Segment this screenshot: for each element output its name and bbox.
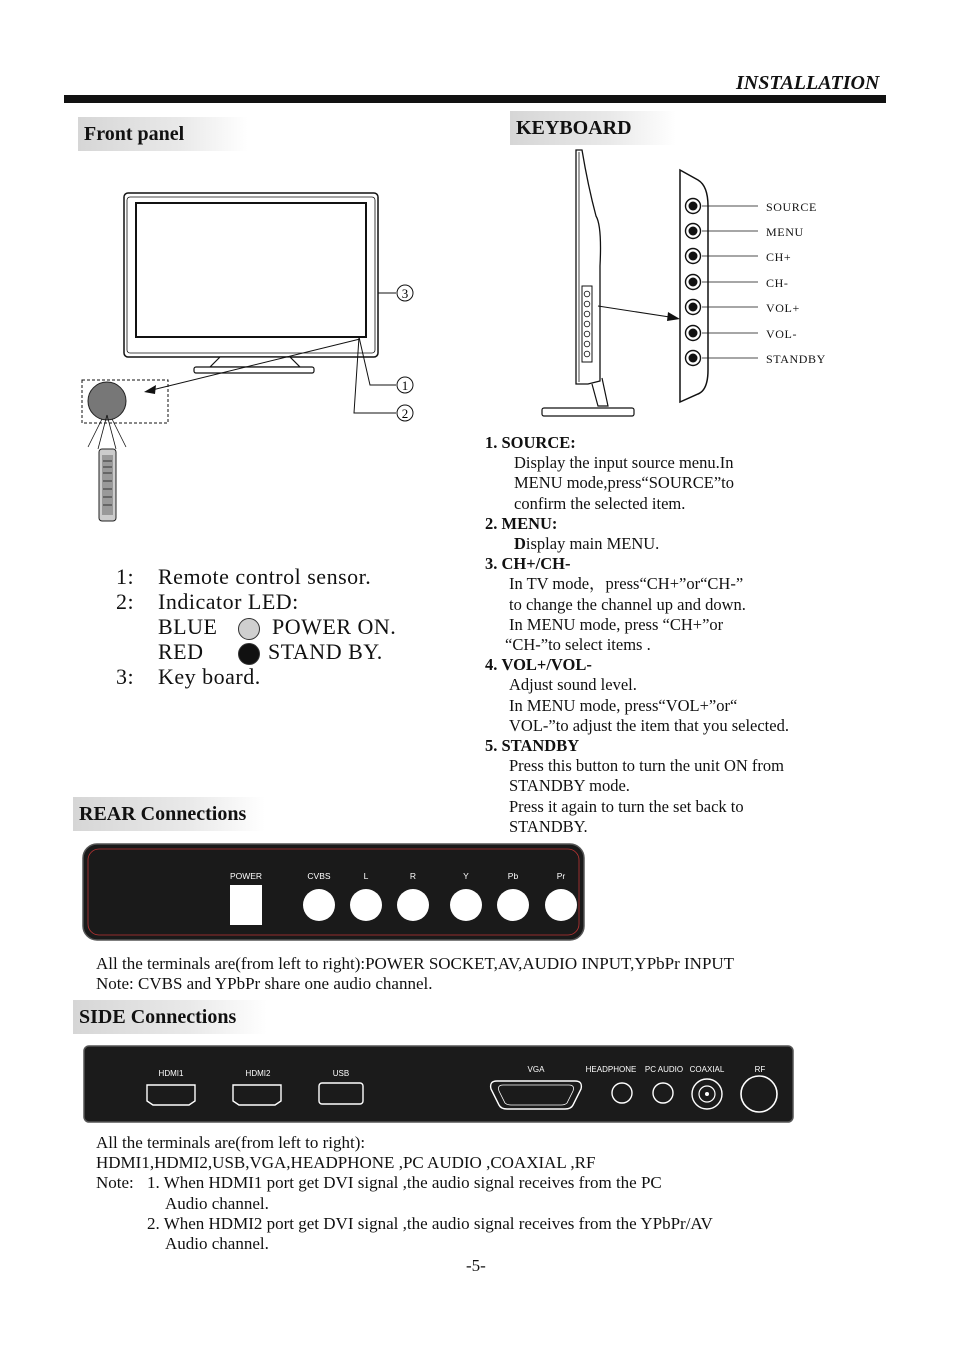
key-label-source: SOURCE	[766, 200, 817, 214]
kb-item-5-name: STANDBY	[501, 736, 580, 756]
legend-item-3	[116, 664, 261, 690]
rear-label-pr: Pr	[556, 871, 566, 881]
legend-blue-state: POWER ON.	[272, 614, 397, 639]
rear-label-y: Y	[463, 871, 469, 881]
keyboard-descriptions	[485, 433, 885, 837]
side-label-rf: RF	[754, 1065, 766, 1074]
kb-item-5-num: 5.	[485, 736, 498, 756]
kb-item-1-line-3: confirm the selected item.	[514, 493, 686, 513]
legend-red-row	[158, 639, 383, 665]
front-panel-diagram	[70, 185, 430, 530]
side-label-headphone: HEADPHONE	[585, 1065, 637, 1074]
tv-screen	[136, 203, 366, 337]
legend-item-3-text: Key board.	[158, 664, 261, 689]
y-jack	[450, 889, 482, 921]
tv-side-stand	[542, 408, 634, 416]
callout-1-num: 1	[401, 378, 409, 393]
rear-label-power: POWER	[229, 871, 263, 881]
kb-item-4-line-1: Adjust sound level.	[509, 675, 637, 695]
kb-item-1-line-2: MENU mode,press“SOURCE”to	[514, 473, 734, 493]
tv-stand	[194, 367, 314, 373]
kb-item-5-line-3: Press it again to turn the set back to	[509, 796, 744, 816]
legend-item-1	[116, 564, 371, 590]
kb-item-3-name: CH+/CH-	[501, 554, 571, 574]
kb-item-2-rest: isplay main MENU.	[525, 534, 660, 554]
header-rule	[64, 95, 886, 103]
kb-item-5-line-1: Press this button to turn the unit ON from	[509, 756, 784, 776]
kb-item-1-num: 1.	[485, 433, 498, 452]
kb-item-3-line-2: to change the channel up and down.	[509, 594, 746, 614]
kb-item-2	[485, 514, 885, 534]
callout-3-num: 3	[401, 286, 409, 301]
page-number: -5-	[466, 1256, 486, 1275]
rear-panel-diagram	[82, 843, 586, 943]
rear-label-r: R	[409, 871, 417, 881]
side-connections-heading: SIDE Connections	[73, 1000, 267, 1034]
pb-jack	[497, 889, 529, 921]
kb-item-1-name: SOURCE:	[501, 433, 576, 452]
kb-item-4-num: 4.	[485, 655, 498, 675]
side-label-hdmi1: HDMI1	[158, 1069, 184, 1078]
kb-item-5-line-2: STANDBY mode.	[509, 776, 630, 796]
legend-red-state: STAND BY.	[268, 639, 383, 664]
kb-item-4-line-2: In MENU mode, press“VOL+”or“	[509, 695, 738, 715]
kb-item-2-lead: D	[514, 534, 526, 554]
side-note-2a: 2. When HDMI2 port get DVI signal ,the audio signal receives from the YPbPr/AV	[147, 1214, 713, 1233]
kb-item-4	[485, 655, 885, 675]
side-panel	[84, 1046, 793, 1122]
kb-item-4-line-3: VOL-”to adjust the item that you selected.	[509, 715, 789, 735]
legend-blue-row	[158, 614, 396, 640]
remote-sensor	[88, 382, 126, 420]
side-label-coaxial: COAXIAL	[689, 1065, 725, 1074]
kb-item-1	[485, 433, 885, 453]
kb-item-2-num: 2.	[485, 513, 498, 533]
key-label-chminus: CH-	[766, 276, 789, 290]
kb-item-3-line-3: In MENU mode, press “CH+”or	[509, 614, 724, 634]
key-label-volminus: VOL-	[766, 327, 798, 341]
legend-item-2-text: Indicator LED:	[158, 589, 299, 614]
legend-item-3-num: 3:	[116, 664, 135, 689]
pr-jack	[545, 889, 577, 921]
side-note-1b: Audio channel.	[165, 1194, 269, 1213]
side-label-hdmi2: HDMI2	[245, 1069, 271, 1078]
side-note-1a: 1. When HDMI1 port get DVI signal ,the audio signal receives from the PC	[147, 1173, 662, 1192]
front-panel-heading: Front panel	[78, 117, 248, 151]
legend-item-2	[116, 589, 299, 615]
side-desc-2: HDMI1,HDMI2,USB,VGA,HEADPHONE ,PC AUDIO ,COAXIAL ,RF	[96, 1153, 596, 1172]
rear-label-l: L	[363, 871, 369, 881]
legend-blue-label: BLUE	[158, 614, 218, 639]
kb-item-2-line-1	[485, 534, 885, 554]
side-label-vga: VGA	[527, 1065, 545, 1074]
legend-red-label: RED	[158, 639, 204, 664]
side-label-usb: USB	[332, 1069, 350, 1078]
side-note-2b: Audio channel.	[165, 1234, 269, 1253]
rear-desc-2: Note: CVBS and YPbPr share one audio channel.	[96, 974, 433, 993]
rear-label-pb: Pb	[507, 871, 519, 881]
side-panel-diagram	[83, 1045, 795, 1125]
kb-item-1-line-1: Display the input source menu.In	[514, 453, 734, 473]
kb-item-3-line-4: “CH-”to select items .	[505, 635, 651, 655]
kb-item-4-name: VOL+/VOL-	[501, 655, 592, 675]
key-label-volplus: VOL+	[766, 301, 800, 315]
cvbs-jack	[303, 889, 335, 921]
key-label-chplus: CH+	[766, 250, 792, 264]
page-header-title: INSTALLATION	[736, 72, 880, 94]
key-label-menu: MENU	[766, 225, 804, 239]
rear-connections-heading: REAR Connections	[73, 797, 265, 831]
kb-item-2-name: MENU:	[501, 513, 558, 533]
kb-item-5	[485, 736, 885, 756]
power-socket	[230, 885, 262, 925]
side-label-pc-audio: PC AUDIO	[644, 1065, 684, 1074]
callout-2-num: 2	[401, 406, 409, 421]
side-note-label: Note:	[96, 1173, 134, 1192]
rear-desc-1: All the terminals are(from left to right):POWER SOCKET,AV,AUDIO INPUT,YPbPr INPUT	[96, 954, 735, 973]
kb-item-3-num: 3.	[485, 554, 498, 574]
red-led-icon	[238, 643, 260, 665]
legend-item-1-num: 1:	[116, 564, 135, 589]
kb-item-3-line-1: In TV mode，press“CH+”or“CH-”	[509, 574, 744, 594]
blue-led-icon	[238, 618, 260, 640]
key-label-standby: STANDBY	[766, 352, 826, 366]
side-desc-1: All the terminals are(from left to right):	[96, 1133, 366, 1152]
legend-item-1-text: Remote control sensor.	[158, 564, 372, 589]
audio-r-jack	[397, 889, 429, 921]
kb-item-5-line-4: STANDBY.	[509, 816, 588, 836]
audio-l-jack	[350, 889, 382, 921]
keyboard-diagram	[536, 146, 842, 422]
rear-label-cvbs: CVBS	[307, 871, 331, 881]
kb-item-3	[485, 554, 885, 574]
legend-item-2-num: 2:	[116, 589, 135, 614]
keyboard-heading: KEYBOARD	[510, 111, 676, 145]
